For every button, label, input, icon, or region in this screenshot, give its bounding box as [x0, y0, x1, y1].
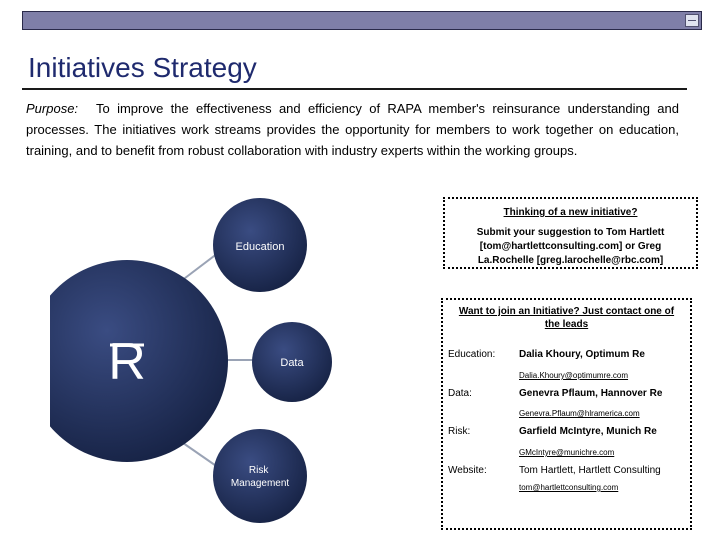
education-label: Education [235, 241, 285, 253]
data-label: Data [280, 357, 304, 369]
lead-name: Garfield McIntyre, Munich Re [519, 426, 657, 437]
lead-email-link[interactable]: Genevra.Pflaum@hlramerica.com [519, 409, 640, 418]
purpose-paragraph [26, 98, 679, 161]
top-banner-bar [22, 11, 702, 30]
page-title: Initiatives Strategy [28, 52, 257, 83]
lead-email-link[interactable]: Dalia.Khoury@optimumre.com [519, 371, 629, 380]
lead-email-link[interactable]: tom@hartlettconsulting.com [519, 483, 619, 492]
lead-label: Website: [448, 465, 487, 476]
risk-management-circle [213, 429, 307, 523]
lead-name: Tom Hartlett, Hartlett Consulting [519, 465, 661, 476]
risk-management-label-line2: Management [230, 478, 290, 489]
banner-end-box [685, 14, 699, 27]
new-initiative-body: Submit your suggestion to Tom Hartlett [tom@hartlettconsulting.com] or Greg La.Rochelle [greg.larochelle@rbc.com] [476, 227, 665, 266]
initiatives-diagram [50, 195, 350, 535]
join-initiative-box [441, 298, 692, 530]
lead-label: Risk: [448, 426, 471, 437]
risk-management-label-line1: Risk [248, 465, 269, 476]
lead-name: Dalia Khoury, Optimum Re [519, 349, 645, 360]
lead-email-link[interactable]: GMcIntyre@munichre.com [519, 448, 615, 457]
lead-label: Data: [448, 388, 472, 399]
lead-name: Genevra Pflaum, Hannover Re [519, 388, 663, 399]
center-logo: R [108, 333, 146, 391]
purpose-text: To improve the effectiveness and efficiency of RAPA member's reinsurance understanding and processes. The initiatives work streams provides the opportunity for members to work together on education, training, and to benefit from robust collaboration with industry experts within the working groups. [26, 101, 679, 158]
lead-label: Education: [448, 349, 496, 360]
new-initiative-box [443, 197, 698, 269]
new-initiative-heading: Thinking of a new initiative? [503, 207, 638, 218]
join-heading: Want to join an Initiative? Just contact one of the leads [458, 306, 675, 330]
purpose-label: Purpose: [26, 101, 79, 116]
title-divider [22, 88, 687, 90]
